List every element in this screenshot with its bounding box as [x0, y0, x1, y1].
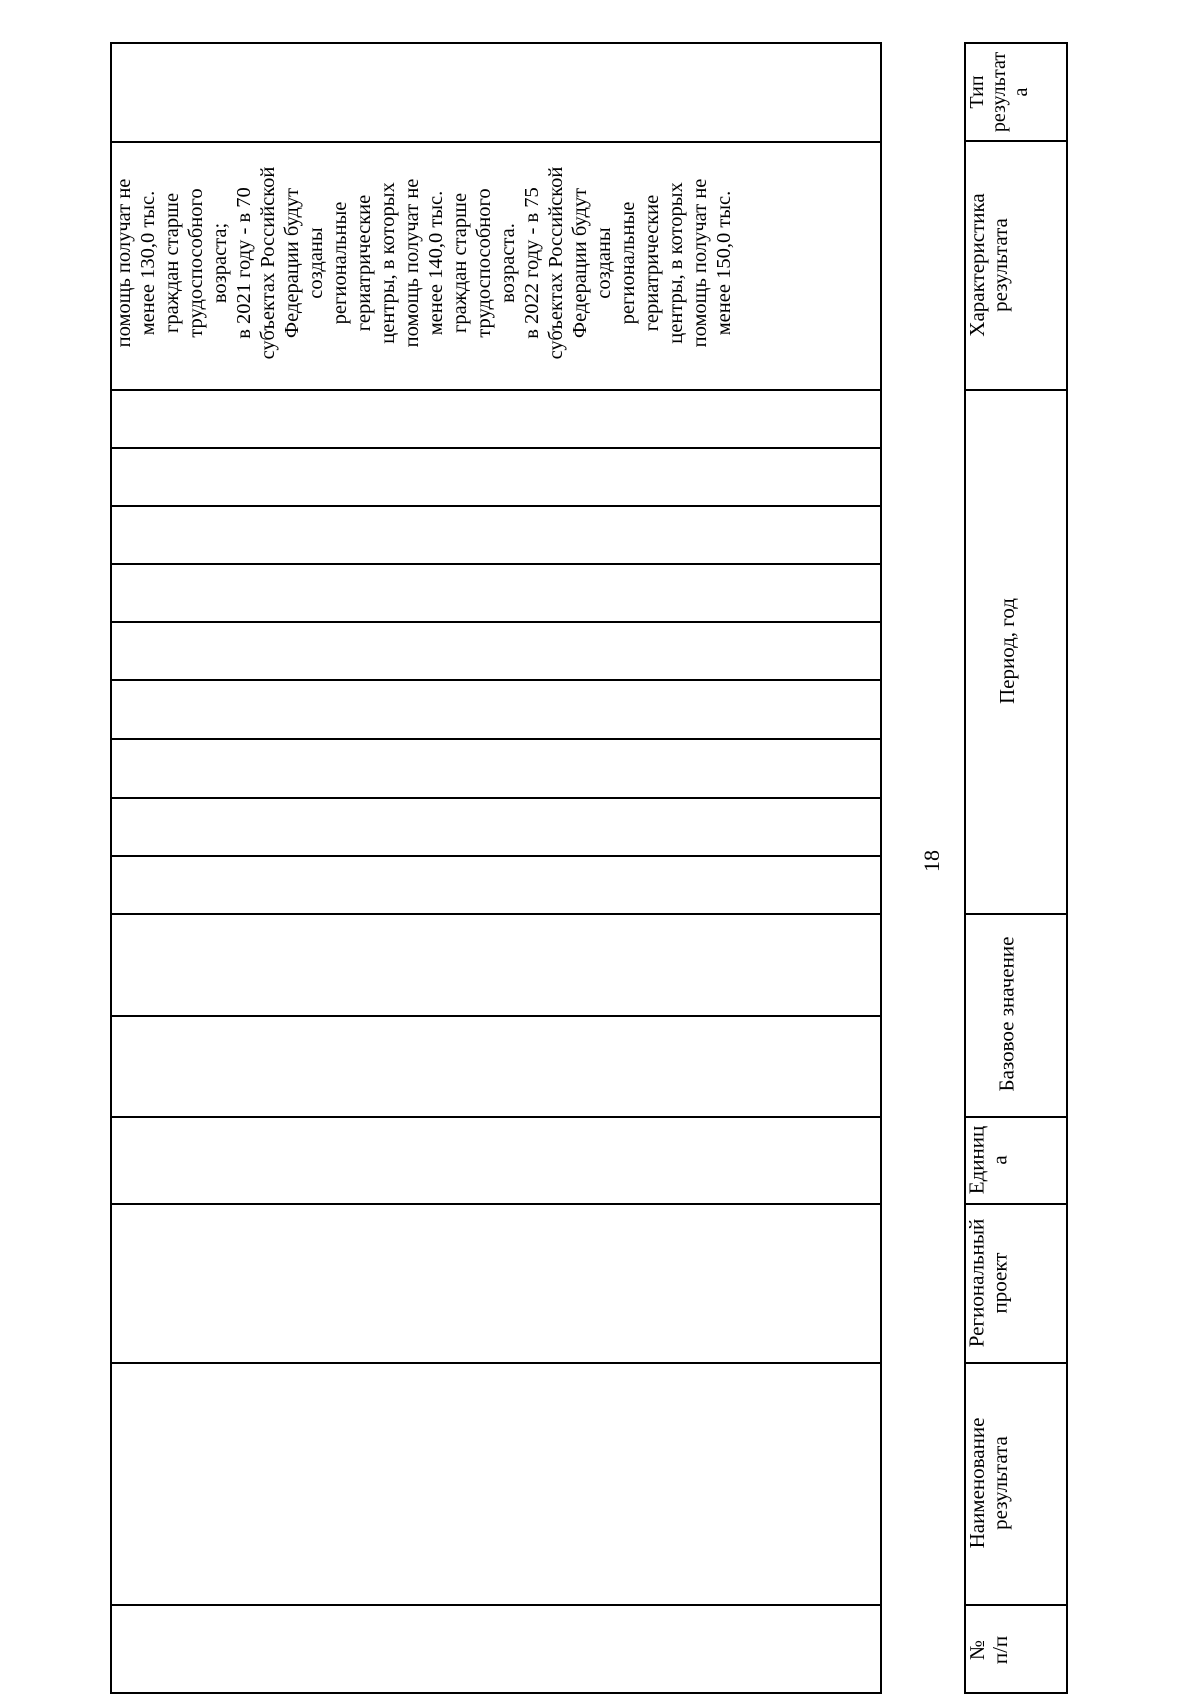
table-row-divider [110, 1116, 882, 1118]
table-row-divider [110, 1604, 882, 1606]
table-row-divider [110, 447, 882, 449]
header-period: Период, год [995, 598, 1019, 704]
table-row-divider [110, 563, 882, 565]
table-row-divider [110, 505, 882, 507]
table-row-divider [110, 1203, 882, 1205]
table-row-divider [110, 738, 882, 740]
table-row-divider [110, 1362, 882, 1364]
characteristic-cell-text: помощь получат не менее 130,0 тыс. граждан старше трудоспособного возраста; в 2021 году - в 70 субъектах Российской Федерации будут созданы региональные гериатрические центры, в которых помощь получат не менее 140,0 тыс. граждан старше трудоспособного возраста. в 2022 году - в 75 субъектах Российской Федерации будут созданы региональные гериатрические центры, в которых помощь получат не менее 150,0 тыс. [113, 166, 735, 360]
header-base-value: Базовое значение [994, 936, 1019, 1092]
table-row-divider [110, 797, 882, 799]
table-row-divider [110, 389, 882, 391]
header-number: № п/п [965, 1635, 1012, 1665]
table-row-divider [110, 913, 882, 915]
header-unit: Единиц а [964, 1125, 1012, 1195]
table-row-divider [110, 1015, 882, 1017]
page-number: 18 [919, 850, 944, 872]
header-characteristic: Характеристика результата [965, 193, 1012, 337]
header-regional-project: Региональный проект [964, 1218, 1012, 1348]
header-type: Тип результат а [966, 51, 1032, 133]
table-row-divider [110, 855, 882, 857]
table-row-divider [110, 679, 882, 681]
table-row-divider [110, 621, 882, 623]
header-name: Наименование результата [965, 1417, 1012, 1549]
